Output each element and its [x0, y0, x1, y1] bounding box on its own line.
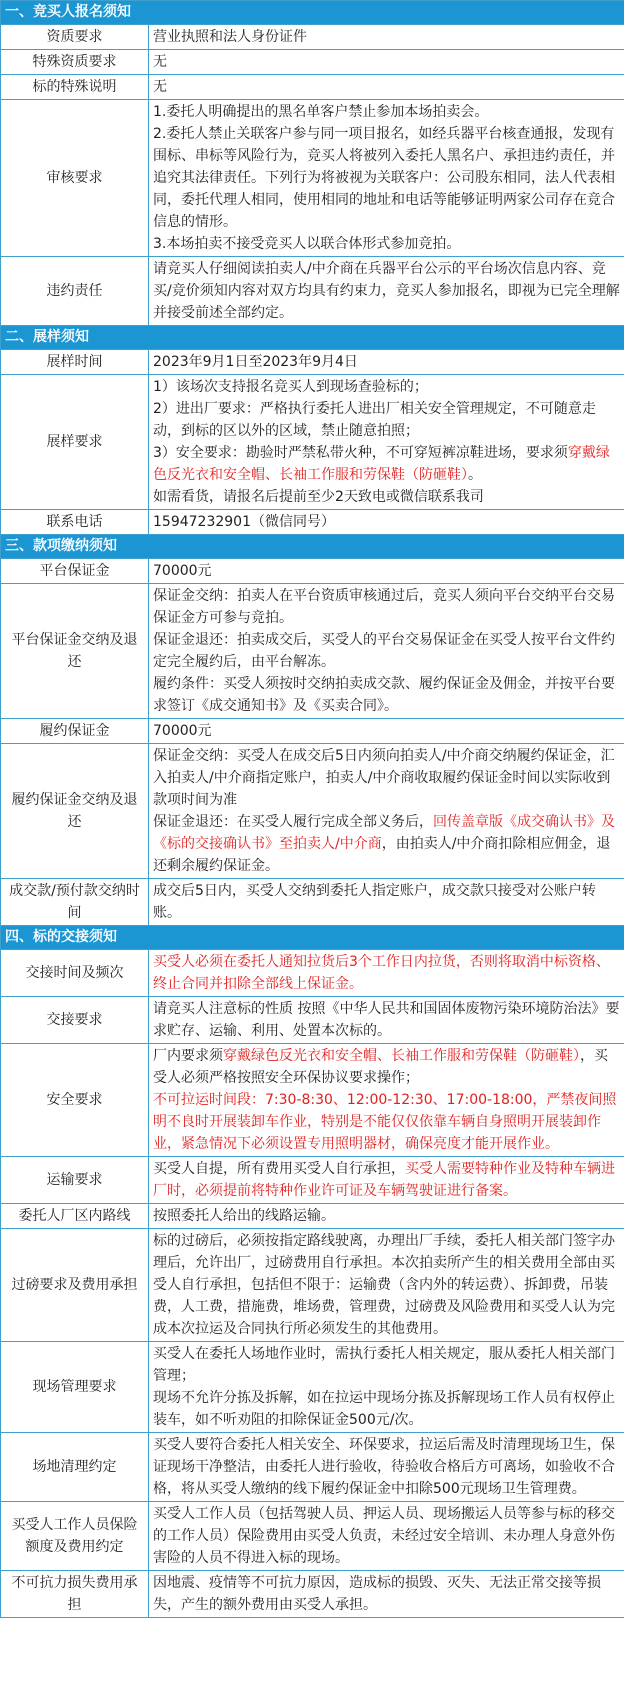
row-label: 平台保证金交纳及退还	[1, 584, 149, 719]
row-value	[149, 584, 624, 719]
table-row	[1, 100, 624, 257]
row-label: 不可抗力损失费用承担	[1, 1571, 149, 1618]
row-value	[149, 25, 624, 50]
row-value	[149, 1571, 624, 1618]
row-label: 审核要求	[1, 100, 149, 257]
row-value	[149, 510, 624, 535]
value-line	[153, 1387, 620, 1431]
section-header-2	[1, 326, 624, 350]
value-line	[153, 560, 620, 582]
value-line	[153, 1503, 620, 1569]
section-title: 四、标的交接须知	[1, 926, 624, 950]
value-text: 厂内要求须	[153, 1048, 223, 1064]
table-row	[1, 1502, 624, 1571]
table-row	[1, 950, 624, 997]
row-value	[149, 1229, 624, 1342]
value-line	[153, 629, 620, 673]
row-label: 安全要求	[1, 1044, 149, 1157]
row-label: 平台保证金	[1, 559, 149, 584]
value-line	[153, 811, 620, 877]
row-value	[149, 879, 624, 926]
row-value	[149, 1342, 624, 1433]
table-row	[1, 510, 624, 535]
row-label: 联系电话	[1, 510, 149, 535]
value-text: 现场不允许分拣及拆解，如在拉运中现场分拣及拆解现场工作人员有权停止装车，如不听劝阻的扣除保证金500元/次。	[153, 1390, 615, 1428]
value-line	[153, 585, 620, 629]
value-text: 营业执照和法人身份证件	[153, 29, 307, 45]
row-value	[149, 950, 624, 997]
value-line	[153, 351, 620, 373]
highlighted-text: 买受人需要特种作业及特种车辆进厂时，必须提前将特种作业许可证及车辆驾驶证进行备案。	[153, 1161, 615, 1199]
row-label: 资质要求	[1, 25, 149, 50]
row-label: 特殊资质要求	[1, 50, 149, 75]
value-text: 保证金交纳：拍卖人在平台资质审核通过后，竞买人须向平台交纳平台交易保证金方可参与竞拍。	[153, 588, 615, 626]
row-label: 履约保证金	[1, 719, 149, 744]
value-text: 2）进出厂要求：严格执行委托人进出厂相关安全管理规定，不可随意走动，到标的区以外的区域，禁止随意拍照；	[153, 401, 596, 439]
value-line	[153, 101, 620, 123]
row-value	[149, 1204, 624, 1229]
value-line	[153, 51, 620, 73]
row-label: 现场管理要求	[1, 1342, 149, 1433]
value-text: 因地震、疫情等不可抗力原因，造成标的损毁、灭失、无法正常交接等损失，产生的额外费用由买受人承担。	[153, 1575, 601, 1613]
value-text: 70000元	[153, 563, 212, 579]
value-text: 保证金交纳：买受人在成交后5日内须向拍卖人/中介商交纳履约保证金，汇入拍卖人/中介商指定账户，拍卖人/中介商收取履约保证金时间以实际收到款项时间为准	[153, 748, 615, 808]
row-label: 交接要求	[1, 997, 149, 1044]
row-value	[149, 1157, 624, 1204]
value-text: 保证金退还：在买受人履行完成全部义务后，	[153, 814, 433, 830]
section-header-1	[1, 1, 624, 25]
table-row	[1, 25, 624, 50]
table-row	[1, 1571, 624, 1618]
value-text: ，买受人必须严格按照安全环保协议要求操作；	[153, 1048, 608, 1086]
value-line	[153, 1434, 620, 1500]
row-value	[149, 350, 624, 375]
row-label: 成交款/预付款交纳时间	[1, 879, 149, 926]
value-line	[153, 745, 620, 811]
highlighted-text: 穿戴绿色反光衣和安全帽、长袖工作服和劳保鞋（防砸鞋）	[153, 445, 610, 483]
table-row	[1, 1229, 624, 1342]
value-line	[153, 258, 620, 324]
row-label: 运输要求	[1, 1157, 149, 1204]
row-value	[149, 744, 624, 879]
table-row	[1, 1157, 624, 1204]
row-value	[149, 375, 624, 510]
value-text: 1.委托人明确提出的黑名单客户禁止参加本场拍卖会。	[153, 104, 489, 120]
row-value	[149, 75, 624, 100]
value-text: 如需看货，请报名后提前至少2天致电或微信联系我司	[153, 489, 484, 505]
value-text: 1）该场次支持报名竞买人到现场查验标的；	[153, 379, 428, 395]
value-text: 请竞买人注意标的性质 按照《中华人民共和国固体废物污染环境防治法》要求贮存、运输、利用、处置本次标的。	[153, 1001, 620, 1039]
value-line	[153, 486, 620, 508]
value-line	[153, 720, 620, 742]
value-line	[153, 1572, 620, 1616]
row-label: 违约责任	[1, 257, 149, 326]
table-row	[1, 1204, 624, 1229]
table-row	[1, 1342, 624, 1433]
table-row	[1, 75, 624, 100]
value-line	[153, 76, 620, 98]
value-text: 按照委托人给出的线路运输。	[153, 1208, 335, 1224]
row-value	[149, 1502, 624, 1571]
highlighted-text: 买受人必须在委托人通知拉货后3个工作日内拉货，否则将取消中标资格、终止合同并扣除全部线上保证金。	[153, 954, 610, 992]
value-line	[153, 26, 620, 48]
row-value	[149, 100, 624, 257]
row-label: 展样要求	[1, 375, 149, 510]
row-label: 买受人工作人员保险额度及费用约定	[1, 1502, 149, 1571]
value-line	[153, 233, 620, 255]
row-label: 履约保证金交纳及退还	[1, 744, 149, 879]
row-value	[149, 719, 624, 744]
row-label: 标的特殊说明	[1, 75, 149, 100]
table-row	[1, 350, 624, 375]
value-text: 15947232901（微信同号）	[153, 514, 335, 530]
row-value	[149, 1044, 624, 1157]
section-title: 三、款项缴纳须知	[1, 535, 624, 559]
row-label: 展样时间	[1, 350, 149, 375]
value-text: 标的过磅后，必须按指定路线驶离，办理出厂手续，委托人相关部门签字办理后，允许出厂，过磅费用自行承担。本次拍卖所产生的相关费用全部由买受人自行承担，包括但不限于：运输费（含内外的转运费）、拆卸费，吊装费，人工费，措施费，堆场费，管理费，过磅费及风险费用和买受人认为完成本次拉运及合同执行所必须发生的其他费用。	[153, 1233, 615, 1337]
value-line	[153, 998, 620, 1042]
section-header-4	[1, 926, 624, 950]
value-line	[153, 1230, 620, 1340]
table-row	[1, 719, 624, 744]
table-row	[1, 1433, 624, 1502]
value-text: 2023年9月1日至2023年9月4日	[153, 354, 358, 370]
table-row	[1, 50, 624, 75]
section-header-3	[1, 535, 624, 559]
value-text: 70000元	[153, 723, 212, 739]
value-line	[153, 398, 620, 442]
value-line	[153, 376, 620, 398]
table-row	[1, 997, 624, 1044]
value-line	[153, 1158, 620, 1202]
table-row	[1, 584, 624, 719]
value-text: 无	[153, 54, 167, 70]
value-text: 请竞买人仔细阅读拍卖人/中介商在兵器平台公示的平台场次信息内容、竞买/竞价须知内容对双方均具有约束力，竞买人参加报名，即视为已完全理解并接受前述全部约定。	[153, 261, 620, 321]
row-label: 委托人厂区内路线	[1, 1204, 149, 1229]
highlighted-text: 穿戴绿色反光衣和安全帽、长袖工作服和劳保鞋（防砸鞋）	[223, 1048, 580, 1064]
value-text: ，由拍卖人/中介商扣除相应佣金，退还剩余履约保证金。	[153, 836, 611, 874]
row-label: 过磅要求及费用承担	[1, 1229, 149, 1342]
value-line	[153, 511, 620, 533]
value-text: 3.本场拍卖不接受竞买人以联合体形式参加竞拍。	[153, 236, 461, 252]
row-label: 场地清理约定	[1, 1433, 149, 1502]
value-line	[153, 1089, 620, 1155]
table-row	[1, 744, 624, 879]
highlighted-text: 回传盖章版《成交确认书》及《标的交接确认书》至拍卖人/中介商	[153, 814, 615, 852]
value-text: 3）安全要求：勘验时严禁私带火种，不可穿短裤凉鞋进场，要求须	[153, 445, 568, 461]
value-line	[153, 1343, 620, 1387]
value-line	[153, 673, 620, 717]
value-text: 履约条件：买受人须按时交纳拍卖成交款、履约保证金及佣金，并按平台要求签订《成交通知书》及《买卖合同》。	[153, 676, 615, 714]
row-value	[149, 50, 624, 75]
value-line	[153, 880, 620, 924]
value-text: 保证金退还：拍卖成交后，买受人的平台交易保证金在买受人按平台文件约定完全履约后，由平台解冻。	[153, 632, 615, 670]
value-text: 无	[153, 79, 167, 95]
notice-table-body	[1, 1, 624, 1618]
value-text: 买受人在委托人场地作业时，需执行委托人相关规定，服从委托人相关部门管理；	[153, 1346, 615, 1384]
value-line	[153, 951, 620, 995]
value-text: 2.委托人禁止关联客户参与同一项目报名，如经兵器平台核查通报，发现有围标、串标等风险行为，竞买人将被列入委托人黑名户、承担违约责任，并追究其法律责任。下列行为将被视为关联客户：公司股东相同，法人代表相同，委托代理人相同，使用相同的地址和电话等能够证明两家公司存在竞合信息的情形。	[153, 126, 615, 230]
section-title: 一、竞买人报名须知	[1, 1, 624, 25]
row-value	[149, 997, 624, 1044]
table-row	[1, 257, 624, 326]
section-title: 二、展样须知	[1, 326, 624, 350]
highlighted-text: 不可拉运时间段：7:30-8:30、12:00-12:30、17:00-18:00，严禁夜间照明不良时开展装卸车作业，特别是不能仅仅依靠车辆自身照明开展装卸作业，紧急情况下必须设置专用照明器材，确保亮度才能开展作业。	[153, 1092, 617, 1152]
value-text: 买受人工作人员（包括驾驶人员、押运人员、现场搬运人员等参与标的移交的工作人员）保险费用由买受人负责，未经过安全培训、未办理人身意外伤害险的人员不得进入标的现场。	[153, 1506, 615, 1566]
value-line	[153, 1205, 620, 1227]
value-text: 买受人自提，所有费用买受人自行承担，	[153, 1161, 405, 1177]
value-text: 买受人要符合委托人相关安全、环保要求，拉运后需及时清理现场卫生，保证现场干净整洁，由委托人进行验收，待验收合格后方可离场，如验收不合格，将从买受人缴纳的线下履约保证金中扣除500元现场卫生管理费。	[153, 1437, 615, 1497]
row-value	[149, 559, 624, 584]
table-row	[1, 1044, 624, 1157]
table-row	[1, 559, 624, 584]
value-line	[153, 442, 620, 486]
row-label: 交接时间及频次	[1, 950, 149, 997]
table-row	[1, 375, 624, 510]
row-value	[149, 1433, 624, 1502]
value-text: 成交后5日内，买受人交纳到委托人指定账户，成交款只接受对公账户转账。	[153, 883, 596, 921]
value-line	[153, 123, 620, 233]
row-value	[149, 257, 624, 326]
table-row	[1, 879, 624, 926]
value-line	[153, 1045, 620, 1089]
value-text: 。	[468, 467, 482, 483]
